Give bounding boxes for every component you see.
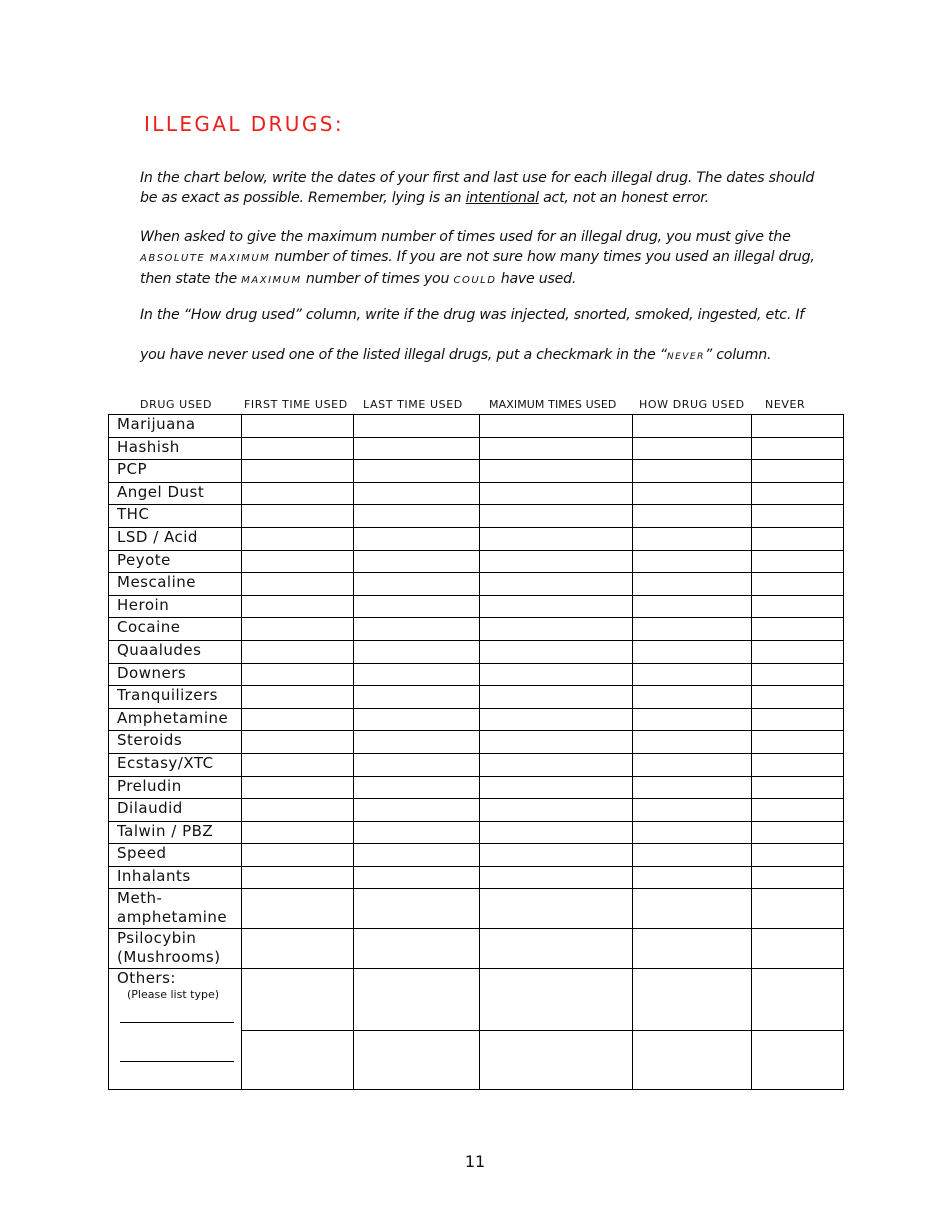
instructions-text: number of times you	[301, 271, 454, 287]
drug-name: Speed	[109, 844, 242, 867]
never-cell[interactable]	[752, 753, 844, 776]
last-time-used-cell[interactable]	[354, 753, 480, 776]
last-time-used-cell[interactable]	[354, 708, 480, 731]
maximum-times-used-cell[interactable]	[480, 482, 633, 505]
table-row	[109, 437, 844, 460]
last-time-used-cell[interactable]	[354, 505, 480, 528]
first-time-used-cell[interactable]	[242, 866, 354, 889]
drug-name	[109, 889, 242, 929]
table-row	[109, 821, 844, 844]
table-row	[109, 686, 844, 709]
first-time-used-cell[interactable]	[242, 844, 354, 867]
never-cell[interactable]	[752, 460, 844, 483]
first-time-used-cell[interactable]	[242, 821, 354, 844]
column-header-never: NEVER	[765, 398, 806, 411]
drug-name: Dilaudid	[109, 799, 242, 822]
last-time-used-cell[interactable]	[354, 527, 480, 550]
drug-name	[109, 929, 242, 969]
instructions-text: act, not an honest error.	[538, 190, 709, 206]
last-time-used-cell[interactable]	[354, 460, 480, 483]
first-time-used-cell[interactable]	[242, 550, 354, 573]
never-cell[interactable]	[752, 731, 844, 754]
column-header-first-time-used: FIRST TIME USED	[244, 398, 348, 411]
drug-name: Tranquilizers	[109, 686, 242, 709]
drug-name: PCP	[109, 460, 242, 483]
table-row	[109, 482, 844, 505]
instructions-emphasis: NEVER	[666, 352, 705, 362]
first-time-used-cell[interactable]	[242, 969, 354, 1031]
how-drug-used-cell[interactable]	[633, 776, 752, 799]
how-drug-used-cell[interactable]	[633, 550, 752, 573]
last-time-used-cell[interactable]	[354, 866, 480, 889]
drug-name: Peyote	[109, 550, 242, 573]
instructions-emphasis: ABSOLUTE MAXIMUM	[140, 253, 271, 264]
first-time-used-cell[interactable]	[242, 595, 354, 618]
how-drug-used-cell[interactable]	[633, 866, 752, 889]
drug-name: Preludin	[109, 776, 242, 799]
first-time-used-cell[interactable]	[242, 799, 354, 822]
drug-use-table	[108, 414, 844, 1090]
instructions-paragraph-4	[140, 345, 830, 367]
column-header-last-time-used: LAST TIME USED	[363, 398, 463, 411]
never-cell[interactable]	[752, 889, 844, 929]
table-row	[109, 776, 844, 799]
last-time-used-cell[interactable]	[354, 437, 480, 460]
never-cell[interactable]	[752, 482, 844, 505]
never-cell[interactable]	[752, 929, 844, 969]
drug-name: THC	[109, 505, 242, 528]
first-time-used-cell[interactable]	[242, 505, 354, 528]
last-time-used-cell[interactable]	[354, 595, 480, 618]
table-row	[109, 731, 844, 754]
first-time-used-cell[interactable]	[242, 686, 354, 709]
column-header-drug-used: DRUG USED	[140, 398, 213, 411]
first-time-used-cell[interactable]	[242, 618, 354, 641]
first-time-used-cell[interactable]	[242, 573, 354, 596]
drug-name: Marijuana	[109, 415, 242, 438]
how-drug-used-cell[interactable]	[633, 889, 752, 929]
drug-name: LSD / Acid	[109, 527, 242, 550]
table-row	[109, 550, 844, 573]
never-cell[interactable]	[752, 573, 844, 596]
maximum-times-used-cell[interactable]	[480, 460, 633, 483]
last-time-used-cell[interactable]	[354, 482, 480, 505]
instructions-paragraph-1	[140, 168, 830, 208]
first-time-used-cell[interactable]	[242, 482, 354, 505]
maximum-times-used-cell[interactable]	[480, 686, 633, 709]
first-time-used-cell[interactable]	[242, 415, 354, 438]
how-drug-used-cell[interactable]	[633, 415, 752, 438]
column-header-maximum-times-used: MAXIMUM TIMES USED	[489, 398, 617, 411]
drug-name-line: amphetamine	[117, 907, 228, 926]
last-time-used-cell[interactable]	[354, 1031, 480, 1090]
never-cell[interactable]	[752, 595, 844, 618]
drug-name-line: Psilocybin	[117, 929, 197, 948]
how-drug-used-cell[interactable]	[633, 460, 752, 483]
drug-name: Mescaline	[109, 573, 242, 596]
maximum-times-used-cell[interactable]	[480, 821, 633, 844]
maximum-times-used-cell[interactable]	[480, 573, 633, 596]
table-row	[109, 640, 844, 663]
maximum-times-used-cell[interactable]	[480, 776, 633, 799]
never-cell[interactable]	[752, 686, 844, 709]
maximum-times-used-cell[interactable]	[480, 415, 633, 438]
maximum-times-used-cell[interactable]	[480, 527, 633, 550]
how-drug-used-cell[interactable]	[633, 573, 752, 596]
how-drug-used-cell[interactable]	[633, 686, 752, 709]
table-row-others	[109, 969, 844, 1031]
page-number: 11	[464, 1152, 486, 1171]
last-time-used-cell[interactable]	[354, 640, 480, 663]
table-row	[109, 415, 844, 438]
first-time-used-cell[interactable]	[242, 889, 354, 929]
instructions-text: ” column.	[704, 347, 772, 363]
drug-name-line: (Mushrooms)	[117, 947, 221, 966]
maximum-times-used-cell[interactable]	[480, 731, 633, 754]
maximum-times-used-cell[interactable]	[480, 663, 633, 686]
how-drug-used-cell[interactable]	[633, 969, 752, 1031]
how-drug-used-cell[interactable]	[633, 527, 752, 550]
never-cell[interactable]	[752, 799, 844, 822]
last-time-used-cell[interactable]	[354, 821, 480, 844]
last-time-used-cell[interactable]	[354, 776, 480, 799]
table-row	[109, 618, 844, 641]
never-cell[interactable]	[752, 821, 844, 844]
how-drug-used-cell[interactable]	[633, 482, 752, 505]
last-time-used-cell[interactable]	[354, 799, 480, 822]
others-note: (Please list type)	[127, 987, 220, 1001]
maximum-times-used-cell[interactable]	[480, 640, 633, 663]
last-time-used-cell[interactable]	[354, 618, 480, 641]
last-time-used-cell[interactable]	[354, 844, 480, 867]
first-time-used-cell[interactable]	[242, 776, 354, 799]
column-header-how-drug-used: HOW DRUG USED	[639, 398, 745, 411]
first-time-used-cell[interactable]	[242, 437, 354, 460]
maximum-times-used-cell[interactable]	[480, 437, 633, 460]
how-drug-used-cell[interactable]	[633, 753, 752, 776]
table-row	[109, 708, 844, 731]
never-cell[interactable]	[752, 437, 844, 460]
maximum-times-used-cell[interactable]	[480, 889, 633, 929]
table-row	[109, 799, 844, 822]
maximum-times-used-cell[interactable]	[480, 799, 633, 822]
how-drug-used-cell[interactable]	[633, 929, 752, 969]
maximum-times-used-cell[interactable]	[480, 618, 633, 641]
instructions-emphasis: intentional	[465, 190, 539, 206]
table-row	[109, 595, 844, 618]
how-drug-used-cell[interactable]	[633, 821, 752, 844]
others-label: Others:	[117, 969, 176, 988]
first-time-used-cell[interactable]	[242, 708, 354, 731]
maximum-times-used-cell[interactable]	[480, 595, 633, 618]
first-time-used-cell[interactable]	[242, 460, 354, 483]
others-blank-line[interactable]	[120, 1061, 234, 1062]
how-drug-used-cell[interactable]	[633, 640, 752, 663]
first-time-used-cell[interactable]	[242, 1031, 354, 1090]
how-drug-used-cell[interactable]	[633, 731, 752, 754]
instructions-text: have used.	[496, 271, 577, 287]
drug-name: Inhalants	[109, 866, 242, 889]
table-row	[109, 844, 844, 867]
first-time-used-cell[interactable]	[242, 731, 354, 754]
maximum-times-used-cell[interactable]	[480, 753, 633, 776]
first-time-used-cell[interactable]	[242, 640, 354, 663]
table-row	[109, 573, 844, 596]
first-time-used-cell[interactable]	[242, 929, 354, 969]
others-blank-line[interactable]	[120, 1022, 234, 1023]
never-cell[interactable]	[752, 866, 844, 889]
maximum-times-used-cell[interactable]	[480, 708, 633, 731]
first-time-used-cell[interactable]	[242, 527, 354, 550]
drug-name-line: Meth-	[117, 889, 163, 908]
never-cell[interactable]	[752, 618, 844, 641]
last-time-used-cell[interactable]	[354, 550, 480, 573]
never-cell[interactable]	[752, 527, 844, 550]
page-title: ILLEGAL DRUGS:	[144, 112, 344, 136]
maximum-times-used-cell[interactable]	[480, 550, 633, 573]
maximum-times-used-cell[interactable]	[480, 1031, 633, 1090]
others-cell	[109, 969, 242, 1090]
drug-name: Hashish	[109, 437, 242, 460]
instructions-text: In the chart below, write the dates of your first and last use for each illegal drug. The dates should be as exact as possible. Remember, lying is an	[140, 170, 815, 206]
never-cell[interactable]	[752, 415, 844, 438]
never-cell[interactable]	[752, 776, 844, 799]
maximum-times-used-cell[interactable]	[480, 505, 633, 528]
never-cell[interactable]	[752, 663, 844, 686]
never-cell[interactable]	[752, 640, 844, 663]
never-cell[interactable]	[752, 505, 844, 528]
last-time-used-cell[interactable]	[354, 969, 480, 1031]
never-cell[interactable]	[752, 844, 844, 867]
instructions-text: When asked to give the maximum number of times used for an illegal drug, you must give the	[140, 229, 791, 245]
table-row	[109, 753, 844, 776]
how-drug-used-cell[interactable]	[633, 595, 752, 618]
how-drug-used-cell[interactable]	[633, 1031, 752, 1090]
last-time-used-cell[interactable]	[354, 731, 480, 754]
drug-name: Talwin / PBZ	[109, 821, 242, 844]
table-row	[109, 460, 844, 483]
how-drug-used-cell[interactable]	[633, 799, 752, 822]
how-drug-used-cell[interactable]	[633, 505, 752, 528]
never-cell[interactable]	[752, 1031, 844, 1090]
drug-name: Quaaludes	[109, 640, 242, 663]
instructions-text: you have never used one of the listed illegal drugs, put a checkmark in the “	[140, 347, 667, 363]
maximum-times-used-cell[interactable]	[480, 866, 633, 889]
drug-name: Steroids	[109, 731, 242, 754]
first-time-used-cell[interactable]	[242, 663, 354, 686]
table-row	[109, 889, 844, 929]
drug-name: Downers	[109, 663, 242, 686]
first-time-used-cell[interactable]	[242, 753, 354, 776]
table-row	[109, 505, 844, 528]
how-drug-used-cell[interactable]	[633, 708, 752, 731]
never-cell[interactable]	[752, 550, 844, 573]
maximum-times-used-cell[interactable]	[480, 969, 633, 1031]
drug-name: Ecstasy/XTC	[109, 753, 242, 776]
never-cell[interactable]	[752, 708, 844, 731]
table-row	[109, 866, 844, 889]
last-time-used-cell[interactable]	[354, 686, 480, 709]
last-time-used-cell[interactable]	[354, 889, 480, 929]
last-time-used-cell[interactable]	[354, 573, 480, 596]
maximum-times-used-cell[interactable]	[480, 929, 633, 969]
instructions-emphasis: MAXIMUM	[241, 275, 302, 286]
never-cell[interactable]	[752, 969, 844, 1031]
table-row	[109, 663, 844, 686]
how-drug-used-cell[interactable]	[633, 437, 752, 460]
how-drug-used-cell[interactable]	[633, 844, 752, 867]
last-time-used-cell[interactable]	[354, 663, 480, 686]
maximum-times-used-cell[interactable]	[480, 844, 633, 867]
how-drug-used-cell[interactable]	[633, 618, 752, 641]
table-row	[109, 527, 844, 550]
last-time-used-cell[interactable]	[354, 929, 480, 969]
instructions-emphasis: COULD	[453, 275, 497, 286]
drug-name: Heroin	[109, 595, 242, 618]
last-time-used-cell[interactable]	[354, 415, 480, 438]
instructions-paragraph-2	[140, 227, 830, 291]
instructions-paragraph-3: In the “How drug used” column, write if the drug was injected, snorted, smoked, ingested, etc. If	[140, 307, 805, 323]
drug-name: Cocaine	[109, 618, 242, 641]
how-drug-used-cell[interactable]	[633, 663, 752, 686]
drug-name: Amphetamine	[109, 708, 242, 731]
drug-name: Angel Dust	[109, 482, 242, 505]
instructions-text: number of times. If you are not sure how many times you used an illegal drug, then state the	[140, 249, 815, 287]
table-row	[109, 929, 844, 969]
